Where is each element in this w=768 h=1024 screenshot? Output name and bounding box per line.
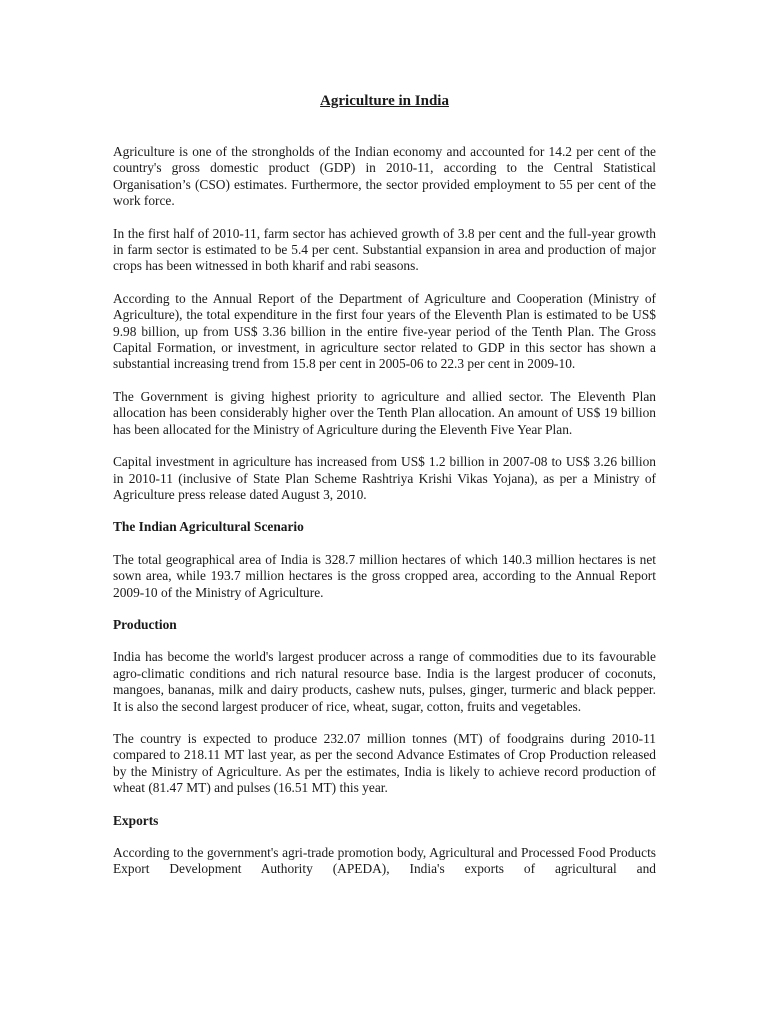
paragraph-farm-growth: In the first half of 2010-11, farm sector has achieved growth of 3.8 per cent and the full-year growth in farm sector is estimated to be 5.4 per cent. Substantial expansion in area and production of major crops has been witnessed in both kharif and rabi seasons.	[113, 225, 656, 274]
heading-exports: Exports	[113, 812, 159, 828]
paragraph-expenditure: According to the Annual Report of the Department of Agriculture and Cooperation (Ministry of Agriculture), the total expenditure in the first four years of the Eleventh Plan is estimated to be US$ 9.98 billion, up from US$ 3.36 billion in the entire five-year period of the Tenth Plan. The Gross Capital Formation, or investment, in agriculture sector related to GDP in this sector has shown a substantial increasing trend from 15.8 per cent in 2005-06 to 22.3 per cent in 2009-10.	[113, 290, 656, 372]
paragraph-foodgrains: The country is expected to produce 232.07 million tonnes (MT) of foodgrains during 2010-11 compared to 218.11 MT last year, as per the second Advance Estimates of Crop Production released by the Ministry of Agriculture. As per the estimates, India is likely to achieve record production of wheat (81.47 MT) and pulses (16.51 MT) this year.	[113, 730, 656, 796]
heading-production: Production	[113, 616, 177, 632]
document-title: Agriculture in India	[320, 93, 449, 109]
paragraph-geographical-area: The total geographical area of India is 328.7 million hectares of which 140.3 million hectares is net sown area, while 193.7 million hectares is the gross cropped area, according to the Annual Report 2009-10 of the Ministry of Agriculture.	[113, 551, 656, 600]
paragraph-apeda-exports: According to the government's agri-trade promotion body, Agricultural and Processed Food Products Export Development Authority (APEDA), India's exports of agricultural and	[113, 845, 656, 877]
paragraph-capital-investment: Capital investment in agriculture has increased from US$ 1.2 billion in 2007-08 to US$ 3.26 billion in 2010-11 (inclusive of State Plan Scheme Rashtriya Krishi Vikas Yojana), as per a Ministry of Agriculture press release dated August 3, 2010.	[113, 454, 656, 502]
paragraph-largest-producer: India has become the world's largest producer across a range of commodities due to its favourable agro-climatic conditions and rich natural resource base. India is the largest producer of coconuts, mangoes, bananas, milk and dairy products, cashew nuts, pulses, ginger, turmeric and black pepper. It is also the second largest producer of rice, wheat, sugar, cotton, fruits and vegetables.	[113, 649, 656, 714]
heading-agricultural-scenario: The Indian Agricultural Scenario	[113, 519, 304, 535]
paragraph-plan-allocation: The Government is giving highest priority to agriculture and allied sector. The Eleventh Plan allocation has been considerably higher over the Tenth Plan allocation. An amount of US$ 19 billion has been allocated for the Ministry of Agriculture during the Eleventh Five Year Plan.	[113, 388, 656, 437]
document-page	[113, 92, 656, 894]
paragraph-gdp-share: Agriculture is one of the strongholds of the Indian economy and accounted for 14.2 per cent of the country's gross domestic product (GDP) in 2010-11, according to the Central Statistical Organisation’s (CSO) estimates. Furthermore, the sector provided employment to 55 per cent of the work force.	[113, 144, 656, 209]
